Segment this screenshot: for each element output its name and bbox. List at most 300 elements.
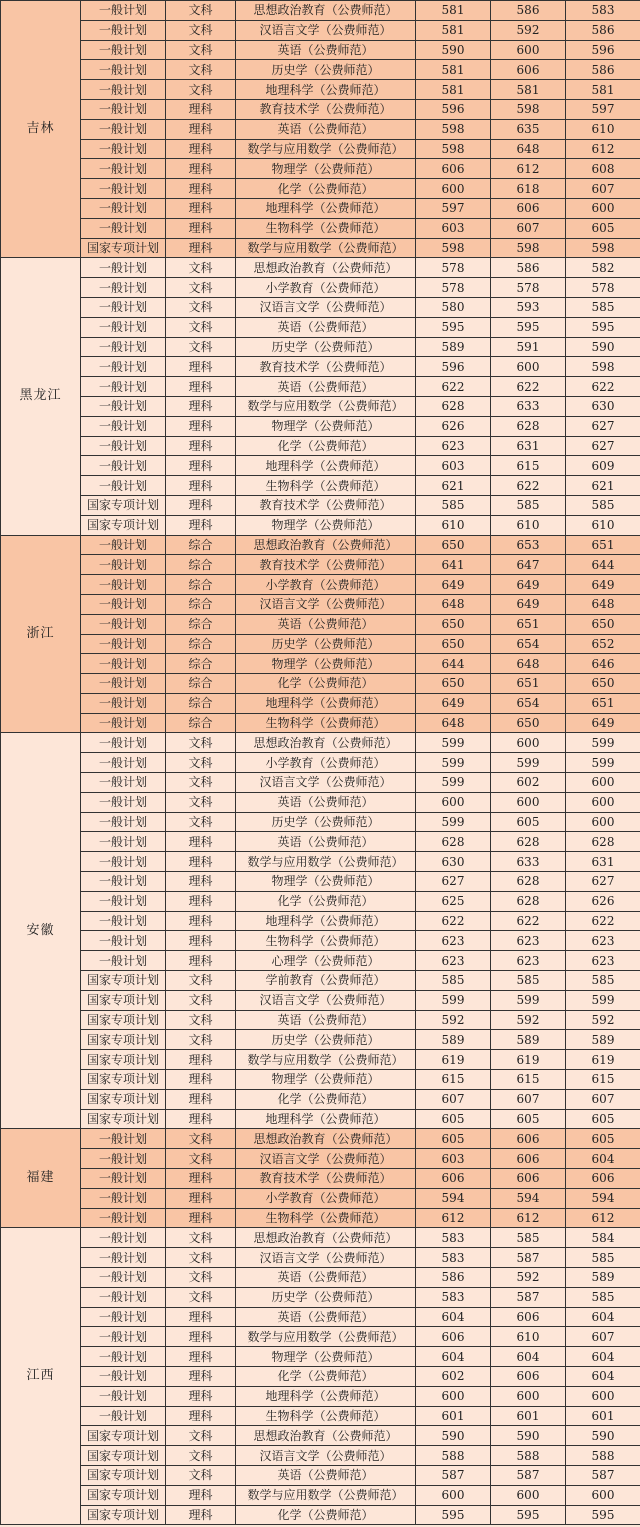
major-cell: 生物科学（公费师范） (236, 476, 416, 496)
min-score-cell: 600 (416, 1485, 491, 1505)
subject-type-cell: 理科 (166, 1089, 236, 1109)
subject-type-cell: 理科 (166, 1307, 236, 1327)
max-score-cell: 594 (491, 1188, 566, 1208)
plan-type-cell: 一般计划 (81, 317, 166, 337)
avg-score-cell: 622 (566, 911, 640, 931)
major-cell: 化学（公费师范） (236, 1089, 416, 1109)
plan-type-cell: 国家专项计划 (81, 971, 166, 991)
avg-score-cell: 605 (566, 1129, 640, 1149)
avg-score-cell: 586 (566, 20, 640, 40)
avg-score-cell: 585 (566, 297, 640, 317)
major-cell: 英语（公费师范） (236, 377, 416, 397)
subject-type-cell: 理科 (166, 416, 236, 436)
max-score-cell: 595 (491, 1505, 566, 1525)
max-score-cell: 589 (491, 1030, 566, 1050)
table-row (1, 1089, 640, 1109)
subject-type-cell: 文科 (166, 753, 236, 773)
plan-type-cell: 一般计划 (81, 634, 166, 654)
table-row (1, 1010, 640, 1030)
subject-type-cell: 综合 (166, 575, 236, 595)
min-score-cell: 650 (416, 535, 491, 555)
major-cell: 汉语言文学（公费师范） (236, 297, 416, 317)
subject-type-cell: 文科 (166, 317, 236, 337)
subject-type-cell: 文科 (166, 1426, 236, 1446)
min-score-cell: 649 (416, 693, 491, 713)
plan-type-cell: 一般计划 (81, 119, 166, 139)
max-score-cell: 587 (491, 1287, 566, 1307)
subject-type-cell: 文科 (166, 1268, 236, 1288)
subject-type-cell: 理科 (166, 931, 236, 951)
major-cell: 物理学（公费师范） (236, 654, 416, 674)
avg-score-cell: 581 (566, 80, 640, 100)
major-cell: 数学与应用数学（公费师范） (236, 1327, 416, 1347)
table-row (1, 1446, 640, 1466)
max-score-cell: 649 (491, 594, 566, 614)
subject-type-cell: 文科 (166, 1010, 236, 1030)
plan-type-cell: 一般计划 (81, 80, 166, 100)
province-group (1, 1129, 640, 1228)
table-row (1, 773, 640, 793)
plan-type-cell: 一般计划 (81, 753, 166, 773)
table-row (1, 258, 640, 278)
plan-type-cell: 一般计划 (81, 575, 166, 595)
table-row (1, 1248, 640, 1268)
plan-type-cell: 一般计划 (81, 377, 166, 397)
max-score-cell: 631 (491, 436, 566, 456)
table-row (1, 654, 640, 674)
plan-type-cell: 一般计划 (81, 1188, 166, 1208)
table-row (1, 1327, 640, 1347)
min-score-cell: 623 (416, 931, 491, 951)
subject-type-cell: 综合 (166, 713, 236, 733)
major-cell: 英语（公费师范） (236, 1268, 416, 1288)
province-cell: 浙江 (1, 535, 81, 733)
max-score-cell: 606 (491, 1169, 566, 1189)
table-row (1, 1287, 640, 1307)
major-cell: 英语（公费师范） (236, 317, 416, 337)
max-score-cell: 648 (491, 654, 566, 674)
avg-score-cell: 592 (566, 1010, 640, 1030)
major-cell: 生物科学（公费师范） (236, 713, 416, 733)
subject-type-cell: 文科 (166, 1446, 236, 1466)
table-row (1, 1406, 640, 1426)
table-row (1, 753, 640, 773)
table-row (1, 733, 640, 753)
table-row (1, 60, 640, 80)
min-score-cell: 622 (416, 911, 491, 931)
max-score-cell: 587 (491, 1248, 566, 1268)
plan-type-cell: 一般计划 (81, 1129, 166, 1149)
major-cell: 物理学（公费师范） (236, 872, 416, 892)
table-row (1, 436, 640, 456)
plan-type-cell: 一般计划 (81, 911, 166, 931)
avg-score-cell: 606 (566, 1169, 640, 1189)
major-cell: 数学与应用数学（公费师范） (236, 1485, 416, 1505)
min-score-cell: 599 (416, 812, 491, 832)
max-score-cell: 633 (491, 396, 566, 416)
avg-score-cell: 628 (566, 832, 640, 852)
plan-type-cell: 一般计划 (81, 40, 166, 60)
avg-score-cell: 585 (566, 495, 640, 515)
plan-type-cell: 一般计划 (81, 852, 166, 872)
min-score-cell: 641 (416, 555, 491, 575)
min-score-cell: 599 (416, 990, 491, 1010)
table-row (1, 872, 640, 892)
plan-type-cell: 一般计划 (81, 1366, 166, 1386)
plan-type-cell: 一般计划 (81, 1149, 166, 1169)
major-cell: 教育技术学（公费师范） (236, 555, 416, 575)
min-score-cell: 598 (416, 238, 491, 258)
table-row (1, 931, 640, 951)
major-cell: 地理科学（公费师范） (236, 911, 416, 931)
plan-type-cell: 国家专项计划 (81, 1089, 166, 1109)
min-score-cell: 630 (416, 852, 491, 872)
subject-type-cell: 理科 (166, 1169, 236, 1189)
subject-type-cell: 理科 (166, 1406, 236, 1426)
major-cell: 汉语言文学（公费师范） (236, 1248, 416, 1268)
plan-type-cell: 一般计划 (81, 396, 166, 416)
subject-type-cell: 理科 (166, 1070, 236, 1090)
avg-score-cell: 626 (566, 891, 640, 911)
min-score-cell: 648 (416, 594, 491, 614)
subject-type-cell: 文科 (166, 278, 236, 298)
table-row (1, 456, 640, 476)
min-score-cell: 598 (416, 139, 491, 159)
avg-score-cell: 585 (566, 1248, 640, 1268)
subject-type-cell: 理科 (166, 1485, 236, 1505)
avg-score-cell: 595 (566, 317, 640, 337)
max-score-cell: 598 (491, 99, 566, 119)
major-cell: 教育技术学（公费师范） (236, 495, 416, 515)
max-score-cell: 650 (491, 713, 566, 733)
table-row (1, 139, 640, 159)
plan-type-cell: 一般计划 (81, 99, 166, 119)
major-cell: 汉语言文学（公费师范） (236, 20, 416, 40)
plan-type-cell: 一般计划 (81, 891, 166, 911)
subject-type-cell: 理科 (166, 198, 236, 218)
major-cell: 历史学（公费师范） (236, 812, 416, 832)
max-score-cell: 600 (491, 733, 566, 753)
min-score-cell: 648 (416, 713, 491, 733)
max-score-cell: 610 (491, 1327, 566, 1347)
subject-type-cell: 文科 (166, 990, 236, 1010)
plan-type-cell: 国家专项计划 (81, 1050, 166, 1070)
avg-score-cell: 594 (566, 1188, 640, 1208)
major-cell: 化学（公费师范） (236, 674, 416, 694)
subject-type-cell: 综合 (166, 614, 236, 634)
max-score-cell: 633 (491, 852, 566, 872)
min-score-cell: 583 (416, 1287, 491, 1307)
table-row (1, 159, 640, 179)
table-row (1, 1386, 640, 1406)
max-score-cell: 615 (491, 456, 566, 476)
min-score-cell: 623 (416, 436, 491, 456)
min-score-cell: 587 (416, 1465, 491, 1485)
avg-score-cell: 612 (566, 139, 640, 159)
table-row (1, 535, 640, 555)
min-score-cell: 605 (416, 1129, 491, 1149)
avg-score-cell: 623 (566, 951, 640, 971)
max-score-cell: 600 (491, 40, 566, 60)
plan-type-cell: 国家专项计划 (81, 1426, 166, 1446)
min-score-cell: 626 (416, 416, 491, 436)
table-row (1, 674, 640, 694)
min-score-cell: 606 (416, 1169, 491, 1189)
subject-type-cell: 理科 (166, 1208, 236, 1228)
avg-score-cell: 583 (566, 1, 640, 21)
avg-score-cell: 623 (566, 931, 640, 951)
min-score-cell: 600 (416, 1386, 491, 1406)
avg-score-cell: 599 (566, 753, 640, 773)
table-row (1, 1465, 640, 1485)
plan-type-cell: 一般计划 (81, 1287, 166, 1307)
major-cell: 历史学（公费师范） (236, 1030, 416, 1050)
max-score-cell: 628 (491, 416, 566, 436)
max-score-cell: 648 (491, 139, 566, 159)
min-score-cell: 588 (416, 1446, 491, 1466)
major-cell: 物理学（公费师范） (236, 416, 416, 436)
max-score-cell: 590 (491, 1426, 566, 1446)
subject-type-cell: 理科 (166, 951, 236, 971)
plan-type-cell: 一般计划 (81, 1406, 166, 1426)
subject-type-cell: 文科 (166, 20, 236, 40)
avg-score-cell: 582 (566, 258, 640, 278)
table-row (1, 297, 640, 317)
plan-type-cell: 一般计划 (81, 357, 166, 377)
min-score-cell: 586 (416, 1268, 491, 1288)
avg-score-cell: 646 (566, 654, 640, 674)
subject-type-cell: 理科 (166, 159, 236, 179)
min-score-cell: 599 (416, 773, 491, 793)
min-score-cell: 622 (416, 377, 491, 397)
avg-score-cell: 601 (566, 1406, 640, 1426)
major-cell: 地理科学（公费师范） (236, 80, 416, 100)
max-score-cell: 605 (491, 812, 566, 832)
major-cell: 历史学（公费师范） (236, 634, 416, 654)
major-cell: 教育技术学（公费师范） (236, 99, 416, 119)
avg-score-cell: 604 (566, 1366, 640, 1386)
plan-type-cell: 国家专项计划 (81, 1030, 166, 1050)
avg-score-cell: 597 (566, 99, 640, 119)
min-score-cell: 590 (416, 40, 491, 60)
plan-type-cell: 一般计划 (81, 951, 166, 971)
plan-type-cell: 国家专项计划 (81, 515, 166, 535)
subject-type-cell: 文科 (166, 40, 236, 60)
avg-score-cell: 598 (566, 357, 640, 377)
subject-type-cell: 理科 (166, 357, 236, 377)
subject-type-cell: 理科 (166, 238, 236, 258)
plan-type-cell: 国家专项计划 (81, 1465, 166, 1485)
subject-type-cell: 理科 (166, 179, 236, 199)
major-cell: 物理学（公费师范） (236, 159, 416, 179)
table-row (1, 1347, 640, 1367)
subject-type-cell: 文科 (166, 1149, 236, 1169)
subject-type-cell: 理科 (166, 476, 236, 496)
plan-type-cell: 一般计划 (81, 535, 166, 555)
table-row (1, 990, 640, 1010)
subject-type-cell: 理科 (166, 1327, 236, 1347)
min-score-cell: 595 (416, 317, 491, 337)
subject-type-cell: 文科 (166, 258, 236, 278)
plan-type-cell: 国家专项计划 (81, 1446, 166, 1466)
subject-type-cell: 文科 (166, 812, 236, 832)
table-row (1, 1149, 640, 1169)
subject-type-cell: 文科 (166, 792, 236, 812)
plan-type-cell: 一般计划 (81, 218, 166, 238)
avg-score-cell: 631 (566, 852, 640, 872)
table-row (1, 99, 640, 119)
major-cell: 数学与应用数学（公费师范） (236, 1050, 416, 1070)
avg-score-cell: 585 (566, 1287, 640, 1307)
min-score-cell: 589 (416, 1030, 491, 1050)
table-row (1, 337, 640, 357)
subject-type-cell: 文科 (166, 971, 236, 991)
province-cell: 福建 (1, 1129, 81, 1228)
max-score-cell: 647 (491, 555, 566, 575)
min-score-cell: 583 (416, 1228, 491, 1248)
min-score-cell: 606 (416, 1327, 491, 1347)
max-score-cell: 593 (491, 297, 566, 317)
min-score-cell: 628 (416, 832, 491, 852)
min-score-cell: 601 (416, 1406, 491, 1426)
major-cell: 思想政治教育（公费师范） (236, 733, 416, 753)
table-row (1, 1109, 640, 1129)
max-score-cell: 651 (491, 674, 566, 694)
max-score-cell: 586 (491, 258, 566, 278)
major-cell: 物理学（公费师范） (236, 515, 416, 535)
avg-score-cell: 605 (566, 1109, 640, 1129)
max-score-cell: 649 (491, 575, 566, 595)
subject-type-cell: 理科 (166, 1109, 236, 1129)
major-cell: 思想政治教育（公费师范） (236, 1, 416, 21)
avg-score-cell: 608 (566, 159, 640, 179)
min-score-cell: 615 (416, 1070, 491, 1090)
major-cell: 生物科学（公费师范） (236, 931, 416, 951)
subject-type-cell: 综合 (166, 555, 236, 575)
subject-type-cell: 文科 (166, 337, 236, 357)
max-score-cell: 586 (491, 1, 566, 21)
table-row (1, 832, 640, 852)
subject-type-cell: 文科 (166, 773, 236, 793)
subject-type-cell: 理科 (166, 396, 236, 416)
table-row (1, 515, 640, 535)
major-cell: 汉语言文学（公费师范） (236, 990, 416, 1010)
subject-type-cell: 理科 (166, 456, 236, 476)
avg-score-cell: 590 (566, 1426, 640, 1446)
table-row (1, 614, 640, 634)
plan-type-cell: 一般计划 (81, 60, 166, 80)
major-cell: 小学教育（公费师范） (236, 575, 416, 595)
max-score-cell: 615 (491, 1070, 566, 1090)
subject-type-cell: 文科 (166, 1228, 236, 1248)
table-row (1, 1307, 640, 1327)
max-score-cell: 599 (491, 990, 566, 1010)
subject-type-cell: 文科 (166, 733, 236, 753)
plan-type-cell: 一般计划 (81, 872, 166, 892)
plan-type-cell: 一般计划 (81, 773, 166, 793)
major-cell: 英语（公费师范） (236, 832, 416, 852)
table-row (1, 238, 640, 258)
avg-score-cell: 648 (566, 594, 640, 614)
table-row (1, 1129, 640, 1149)
avg-score-cell: 649 (566, 713, 640, 733)
min-score-cell: 621 (416, 476, 491, 496)
max-score-cell: 600 (491, 1485, 566, 1505)
min-score-cell: 603 (416, 218, 491, 238)
avg-score-cell: 595 (566, 1505, 640, 1525)
subject-type-cell: 综合 (166, 674, 236, 694)
avg-score-cell: 600 (566, 773, 640, 793)
major-cell: 英语（公费师范） (236, 1010, 416, 1030)
table-row (1, 971, 640, 991)
min-score-cell: 600 (416, 179, 491, 199)
min-score-cell: 650 (416, 674, 491, 694)
avg-score-cell: 600 (566, 1485, 640, 1505)
max-score-cell: 578 (491, 278, 566, 298)
min-score-cell: 644 (416, 654, 491, 674)
province-group (1, 1, 640, 258)
plan-type-cell: 一般计划 (81, 1169, 166, 1189)
subject-type-cell: 文科 (166, 1129, 236, 1149)
major-cell: 汉语言文学（公费师范） (236, 773, 416, 793)
major-cell: 化学（公费师范） (236, 1366, 416, 1386)
subject-type-cell: 文科 (166, 297, 236, 317)
table-row (1, 713, 640, 733)
min-score-cell: 592 (416, 1010, 491, 1030)
max-score-cell: 604 (491, 1347, 566, 1367)
plan-type-cell: 一般计划 (81, 1307, 166, 1327)
plan-type-cell: 一般计划 (81, 614, 166, 634)
table-row (1, 278, 640, 298)
avg-score-cell: 630 (566, 396, 640, 416)
major-cell: 思想政治教育（公费师范） (236, 258, 416, 278)
avg-score-cell: 651 (566, 693, 640, 713)
min-score-cell: 590 (416, 1426, 491, 1446)
subject-type-cell: 文科 (166, 1, 236, 21)
plan-type-cell: 一般计划 (81, 1228, 166, 1248)
avg-score-cell: 600 (566, 792, 640, 812)
major-cell: 教育技术学（公费师范） (236, 1169, 416, 1189)
table-row (1, 416, 640, 436)
min-score-cell: 625 (416, 891, 491, 911)
major-cell: 数学与应用数学（公费师范） (236, 852, 416, 872)
avg-score-cell: 585 (566, 971, 640, 991)
plan-type-cell: 一般计划 (81, 733, 166, 753)
subject-type-cell: 理科 (166, 1347, 236, 1367)
avg-score-cell: 604 (566, 1347, 640, 1367)
min-score-cell: 585 (416, 495, 491, 515)
major-cell: 小学教育（公费师范） (236, 753, 416, 773)
province-group (1, 1228, 640, 1525)
avg-score-cell: 650 (566, 614, 640, 634)
avg-score-cell: 589 (566, 1268, 640, 1288)
avg-score-cell: 589 (566, 1030, 640, 1050)
max-score-cell: 606 (491, 198, 566, 218)
subject-type-cell: 理科 (166, 1050, 236, 1070)
min-score-cell: 603 (416, 1149, 491, 1169)
avg-score-cell: 621 (566, 476, 640, 496)
table-row (1, 634, 640, 654)
max-score-cell: 606 (491, 1307, 566, 1327)
plan-type-cell: 国家专项计划 (81, 1505, 166, 1525)
plan-type-cell: 一般计划 (81, 258, 166, 278)
max-score-cell: 601 (491, 1406, 566, 1426)
max-score-cell: 622 (491, 476, 566, 496)
major-cell: 生物科学（公费师范） (236, 1406, 416, 1426)
min-score-cell: 607 (416, 1089, 491, 1109)
major-cell: 汉语言文学（公费师范） (236, 1446, 416, 1466)
max-score-cell: 606 (491, 1129, 566, 1149)
